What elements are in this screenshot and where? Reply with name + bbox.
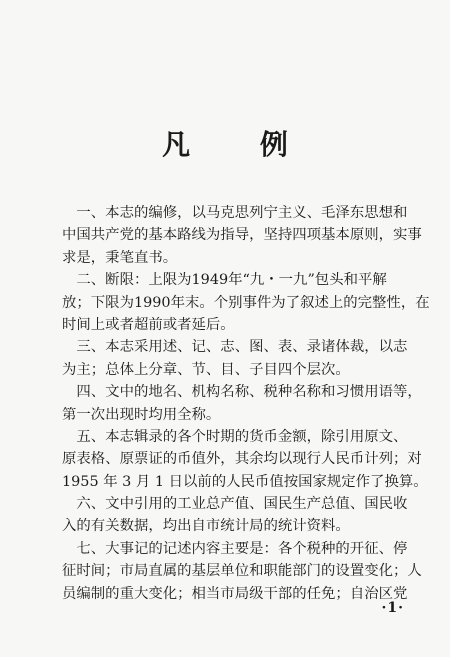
text-line: 时间上或者超前或者延后。 (62, 316, 235, 333)
text-line: 员编制的重大变化；相当市局级干部的任免；自治区党 (62, 585, 408, 602)
text-line: 征时间；市局直属的基层单位和职能部门的设置变化；人 (62, 563, 422, 580)
text-line: 五、本志辑录的各个时期的货币金额，除引用原文、 (62, 428, 408, 445)
paragraph-1 (62, 202, 422, 269)
paragraph-3 (62, 336, 407, 381)
paragraph-5 (62, 426, 428, 493)
text-line: 1955 年 3 月 1 日以前的人民币值按国家规定作了换算。 (62, 473, 428, 490)
page-title: 凡 例 (162, 128, 318, 161)
text-line: 一、本志的编修，以马克思列宁主义、毛泽东思想和 (62, 205, 408, 221)
page-number: ·1· (381, 600, 404, 616)
document-body (62, 202, 430, 605)
text-line: 四、文中的地名、机构名称、税种名称和习惯用语等， (62, 384, 422, 401)
text-line: 六、文中引用的工业总产值、国民生产总值、国民收 (62, 496, 408, 513)
text-line: 为主；总体上分章、节、目、子目四个层次。 (62, 361, 350, 378)
text-line: 原表格、原票证的币值外，其余均以现行人民币计列；对 (62, 451, 422, 468)
text-line: 七、大事记的记述内容主要是：各个税种的开征、停 (62, 540, 408, 557)
text-line: 第一次出现时均用全称。 (62, 406, 221, 423)
text-line: 三、本志采用述、记、志、图、表、录诸体裁，以志 (62, 339, 408, 356)
paragraph-2 (62, 269, 430, 336)
paragraph-7 (62, 538, 422, 605)
text-line: 二、断限：上限为1949年“九・一九”包头和平解 (62, 272, 387, 289)
text-line: 求是，秉笔直书。 (62, 249, 178, 266)
text-line: 放；下限为1990年末。个别事件为了叙述上的完整性，在 (62, 294, 430, 311)
text-line: 中国共产党的基本路线为指导，坚持四项基本原则，实事 (62, 227, 422, 244)
text-line: 入的有关数据，均出自市统计局的统计资料。 (62, 518, 350, 535)
paragraph-6 (62, 493, 407, 538)
paragraph-4 (62, 381, 422, 426)
